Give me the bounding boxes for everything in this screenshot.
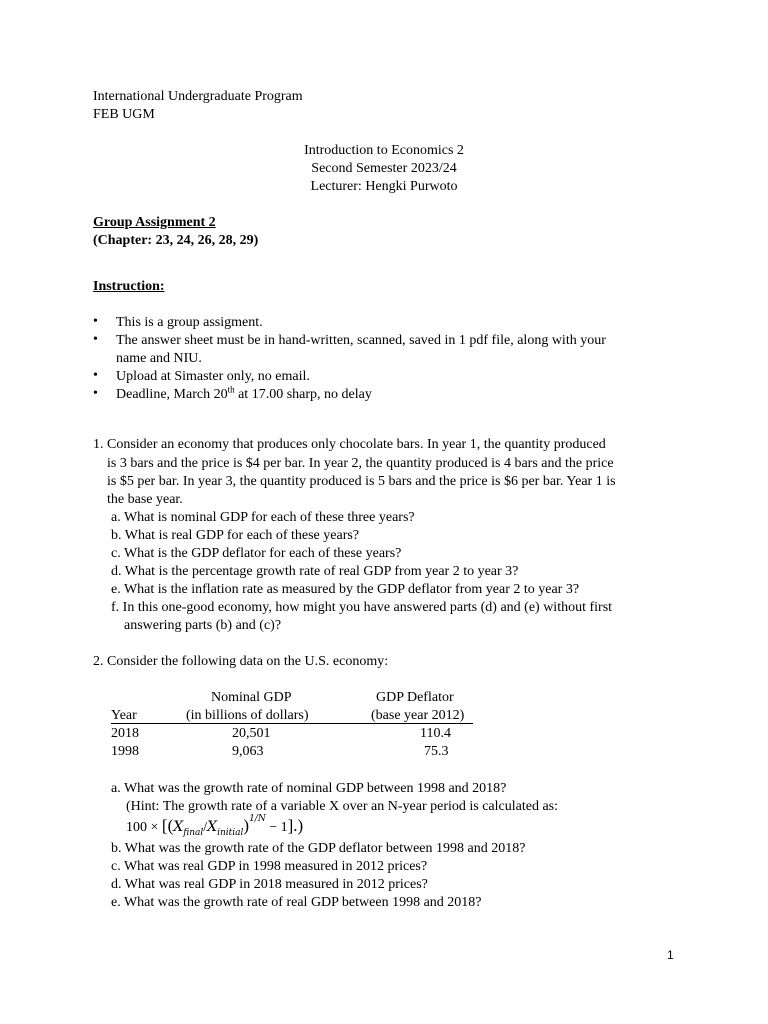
course-lecturer: Lecturer: Hengki Purwoto (310, 179, 458, 194)
cell-year: 1998 (111, 744, 139, 759)
instruction-item-continuation: name and NIU. (116, 351, 202, 366)
q1-part-d: d. What is the percentage growth rate of real GDP from year 2 to year 3? (111, 564, 519, 579)
page-number: 1 (667, 948, 674, 962)
table-header-deflator-bottom: (base year 2012) (371, 708, 465, 723)
course-title: Introduction to Economics 2 (304, 143, 464, 158)
table-header-nominal-bottom: (in billions of dollars) (186, 708, 309, 723)
instruction-item: The answer sheet must be in hand-written, scanned, saved in 1 pdf file, along with your (116, 333, 606, 348)
formula-initial-subscript: initial (217, 827, 244, 838)
cell-nominal: 9,063 (232, 744, 264, 759)
table-header-year: Year (111, 708, 137, 723)
formula-close-paren: ) (243, 816, 250, 835)
formula-x-initial: X (207, 819, 218, 835)
deadline-time: at 17.00 sharp, no delay (234, 387, 372, 402)
q1-part-f: f. In this one-good economy, how might you have answered parts (d) and (e) without first (111, 600, 613, 615)
q1-line: is $5 per bar. In year 3, the quantity produced is 5 bars and the price is $6 per bar. Year 1 is (107, 474, 616, 489)
cell-deflator: 75.3 (424, 744, 449, 759)
course-semester: Second Semester 2023/24 (311, 161, 457, 176)
formula-x-final: X (173, 819, 184, 835)
growth-rate-formula (126, 814, 304, 842)
bullet-icon: • (93, 368, 98, 383)
instruction-item-deadline (116, 386, 372, 404)
deadline-ordinal: th (227, 384, 235, 395)
deadline-text: Deadline, March 20 (116, 387, 228, 402)
bullet-icon: • (93, 386, 98, 401)
q2-part-b: b. What was the growth rate of the GDP deflator between 1998 and 2018? (111, 841, 526, 856)
cell-year: 2018 (111, 726, 139, 741)
formula-slash: / (203, 820, 208, 835)
bullet-icon: • (93, 314, 98, 329)
formula-minus-one: − 1 (265, 820, 288, 835)
formula-close-bracket: ].) (287, 816, 304, 835)
table-header-rule (111, 723, 473, 724)
table-header-nominal-top: Nominal GDP (211, 690, 292, 705)
table-header-deflator-top: GDP Deflator (376, 690, 454, 705)
q1-part-f-continuation: answering parts (b) and (c)? (124, 618, 282, 633)
q1-part-a: a. What is nominal GDP for each of these three years? (111, 510, 415, 525)
q2-part-d: d. What was real GDP in 2018 measured in 2012 prices? (111, 877, 428, 892)
formula-final-subscript: final (183, 827, 204, 838)
cell-deflator: 110.4 (420, 726, 451, 741)
formula-exponent: 1/N (249, 814, 266, 825)
q2-intro: 2. Consider the following data on the U.S. economy: (93, 654, 389, 669)
q1-part-e: e. What is the inflation rate as measured by the GDP deflator from year 2 to year 3? (111, 582, 580, 597)
assignment-title: Group Assignment 2 (93, 215, 216, 230)
faculty-name: FEB UGM (93, 107, 155, 122)
instruction-heading: Instruction: (93, 279, 165, 294)
q1-line: is 3 bars and the price is $4 per bar. In year 2, the quantity produced is 4 bars and the price (107, 456, 614, 471)
cell-nominal: 20,501 (232, 726, 271, 741)
q2-part-a: a. What was the growth rate of nominal GDP between 1998 and 2018? (111, 781, 507, 796)
q1-line: the base year. (107, 492, 183, 507)
q1-line: 1. Consider an economy that produces only chocolate bars. In year 1, the quantity produced (93, 437, 606, 452)
program-name: International Undergraduate Program (93, 89, 303, 104)
q2-part-c: c. What was real GDP in 1998 measured in 2012 prices? (111, 859, 428, 874)
assignment-chapters: (Chapter: 23, 24, 26, 28, 29) (93, 233, 259, 248)
formula-open-bracket: [( (161, 816, 174, 835)
q1-part-c: c. What is the GDP deflator for each of these years? (111, 546, 402, 561)
q2-part-e: e. What was the growth rate of real GDP between 1998 and 2018? (111, 895, 482, 910)
formula-prefix: 100 × (126, 820, 162, 835)
q1-part-b: b. What is real GDP for each of these years? (111, 528, 360, 543)
instruction-item: This is a group assigment. (116, 315, 263, 330)
q2-hint: (Hint: The growth rate of a variable X over an N-year period is calculated as: (126, 799, 559, 814)
instruction-item: Upload at Simaster only, no email. (116, 369, 310, 384)
bullet-icon: • (93, 332, 98, 347)
